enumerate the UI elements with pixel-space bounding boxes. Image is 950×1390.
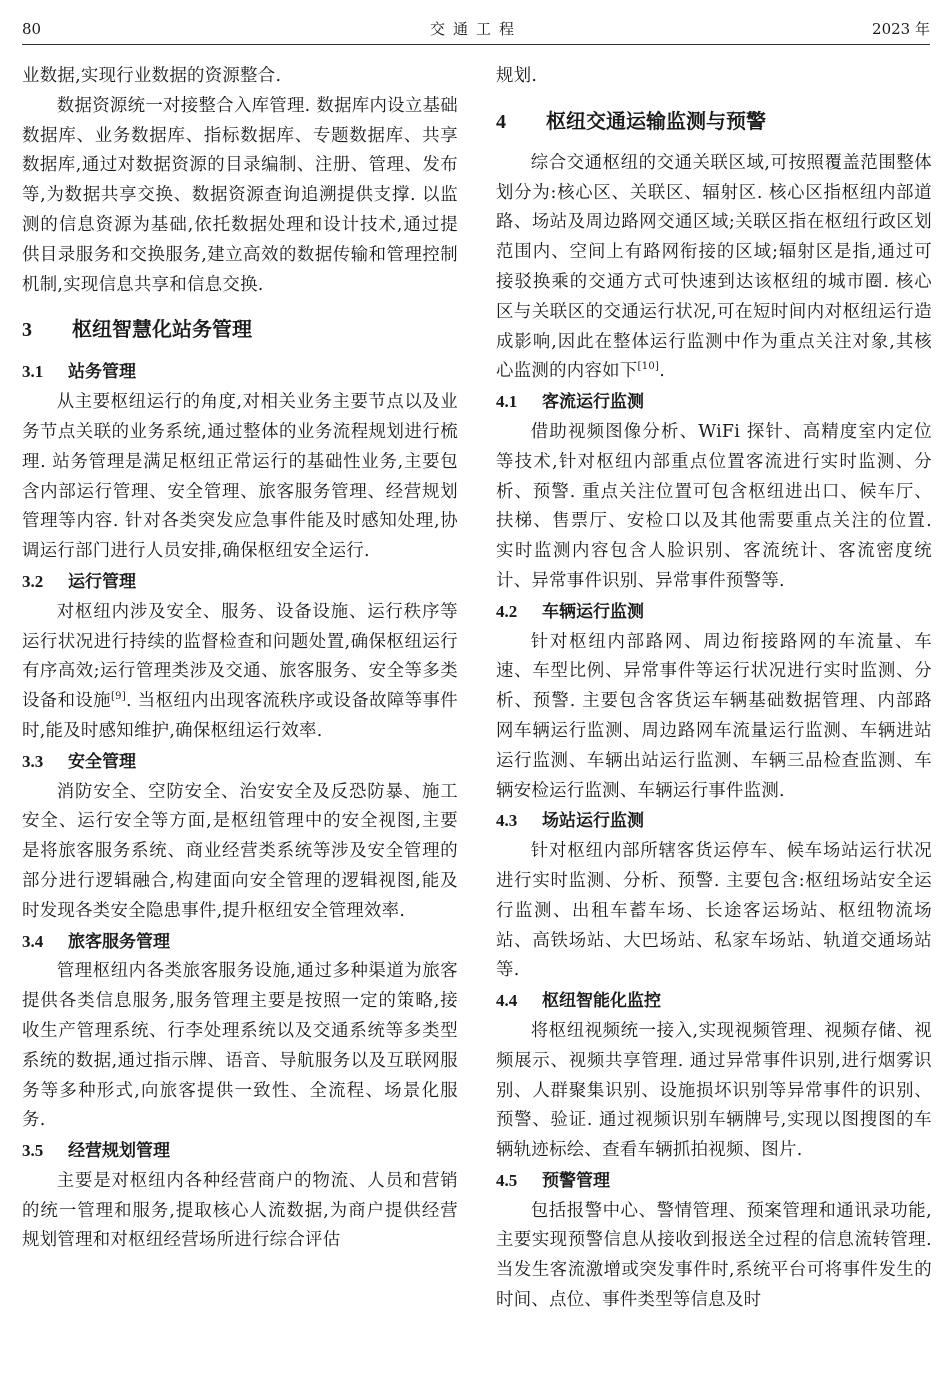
section-3-2-text: 对枢纽内涉及安全、服务、设备设施、运行秩序等运行状况进行持续的监督检查和问题处置,确保枢纽运行有序高效;运行管理类涉及交通、旅客服务、安全等多类设备和设施[9]. 当枢纽内出现客流秩序或设备故障等事件时,能及时感知维护,确保枢纽运行效率. [22,601,458,741]
section-3-4-text: 管理枢纽内各类旅客服务设施,通过多种渠道为旅客提供各类信息服务,服务管理主要是按照一定的策略,接收生产管理系统、行李处理系统以及交通系统等多类型系统的数据,通过指示牌、语音、导航服务以及互联网服务等多种形式,向旅客提供一致性、全流程、场景化服务. [22,961,458,1131]
section-4-5-text: 包括报警中心、警情管理、预案管理和通讯录功能,主要实现预警信息从接收到报送全过程的信息流转管理. 当发生客流激增或突发事件时,系统平台可将事件发生的时间、点位、事件类型等信息及时 [496,1200,932,1311]
section-4-3-text: 针对枢纽内部所辖客货运停车、候车场站运行状况进行实时监测、分析、预警. 主要包含:枢纽场站安全运行监测、出租车蓄车场、长途客运场站、枢纽物流场站、高铁场站、大巴场站、私家车场站、轨道交通场站等. [496,841,932,981]
right-column [496,62,932,1316]
journal-name: 交通工程 [429,20,522,38]
section-3-5-heading: 3.5 经营规划管理 [22,1141,170,1162]
section-3-5-text: 主要是对枢纽内各种经营商户的物流、人员和营销的统一管理和服务,提取核心人流数据,为商户提供经营规划管理和对枢纽经营场所进行综合评估 [22,1170,458,1251]
citation-ref[interactable]: [9] [110,691,127,703]
section-4-1-heading: 4.1 客流运行监测 [496,392,644,413]
paragraph-data-integration: 数据资源统一对接整合入库管理. 数据库内设立基础数据库、业务数据库、指标数据库、专题数据库、共享数据库,通过对数据资源的目录编制、注册、管理、发布等,为数据共享交换、数据资源查询追溯提供支撑. 以监测的信息资源为基础,依托数据处理和设计技术,通过提供目录服务和交换服务,建立高效的数据传输和管理控制机制,实现信息共享和信息交换. [22,95,458,295]
page-number: 80 [22,20,42,38]
section-4-2-text: 针对枢纽内部路网、周边衔接路网的车流量、车速、车型比例、异常事件等运行状况进行实时监测、分析、预警. 主要包含客货运车辆基础数据管理、内部路网车辆运行监测、周边路网车流量运行监测、车辆进站运行监测、车辆出站运行监测、车辆三品检查监测、车辆安检运行监测、车辆运行事件监测. [496,631,932,801]
left-column [22,62,458,1256]
section-3-1-heading: 3.1 站务管理 [22,362,136,383]
section-4-1-text: 借助视频图像分析、WiFi 探针、高精度室内定位等技术,针对枢纽内部重点位置客流进行实时监测、分析、预警. 重点关注位置可包含枢纽进出口、候车厅、扶梯、售票厅、安检口以及其他需要重点关注的位置. 实时监测内容包含人脸识别、客流统计、客流密度统计、异常事件识别、异常事件预警等. [496,421,932,591]
section-4-4-heading: 4.4 枢纽智能化监控 [496,991,661,1012]
section-4-3-heading: 4.3 场站运行监测 [496,811,644,832]
section-4-4-text: 将枢纽视频统一接入,实现视频管理、视频存储、视频展示、视频共享管理. 通过异常事件识别,进行烟雾识别、人群聚集识别、设施损坏识别等异常事件的识别、预警、验证. 通过视频识别车辆牌号,实现以图搜图的车辆轨迹标绘、查看车辆抓拍视频、图片. [496,1020,932,1161]
citation-ref[interactable]: [10] [637,361,660,373]
section-3-4-heading: 3.4 旅客服务管理 [22,931,170,952]
section-4-5-heading: 4.5 预警管理 [496,1170,610,1191]
section-4-heading: 4 枢纽交通运输监测与预警 [496,108,766,133]
paragraph-continued: 业数据,实现行业数据的资源整合. [22,66,282,86]
section-3-3-heading: 3.3 安全管理 [22,751,136,772]
paragraph-continued: 规划. [496,66,538,86]
section-4-text: 综合交通枢纽的交通关联区域,可按照覆盖范围整体划分为:核心区、关联区、辐射区. 核心区指枢纽内部道路、场站及周边路网交通区域;关联区指在枢纽行政区划范围内、空间上有路网衔接的区域;辐射区是指,通过可接驳换乘的交通方式可快速到达该枢纽的城市圈. 核心区与关联区的交通运行状况,可在短时间内对枢纽运行造成影响,因此在整体运行监测中作为重点关注对象,其核心监测的内容如下[10]. [496,152,932,382]
section-3-2-heading: 3.2 运行管理 [22,571,136,592]
section-3-3-text: 消防安全、空防安全、治安安全及反恐防暴、施工安全、运行安全等方面,是枢纽管理中的安全视图,主要是将旅客服务系统、商业经营类系统等涉及安全管理的部分进行逻辑融合,构建面向安全管理的逻辑视图,能及时发现各类安全隐患事件,提升枢纽安全管理效率. [22,781,458,921]
section-3-1-text: 从主要枢纽运行的角度,对相关业务主要节点以及业务节点关联的业务系统,通过整体的业务流程规划进行梳理. 站务管理是满足枢纽正常运行的基础性业务,主要包含内部运行管理、安全管理、旅客服务管理、经营规划管理等内容. 针对各类突发应急事件能及时感知处理,协调运行部门进行人员安排,确保枢纽安全运行. [22,392,458,562]
publication-year: 2023 年 [872,20,930,38]
section-3-heading: 3 枢纽智慧化站务管理 [22,317,252,342]
running-header [22,18,930,45]
section-4-2-heading: 4.2 车辆运行监测 [496,601,644,622]
